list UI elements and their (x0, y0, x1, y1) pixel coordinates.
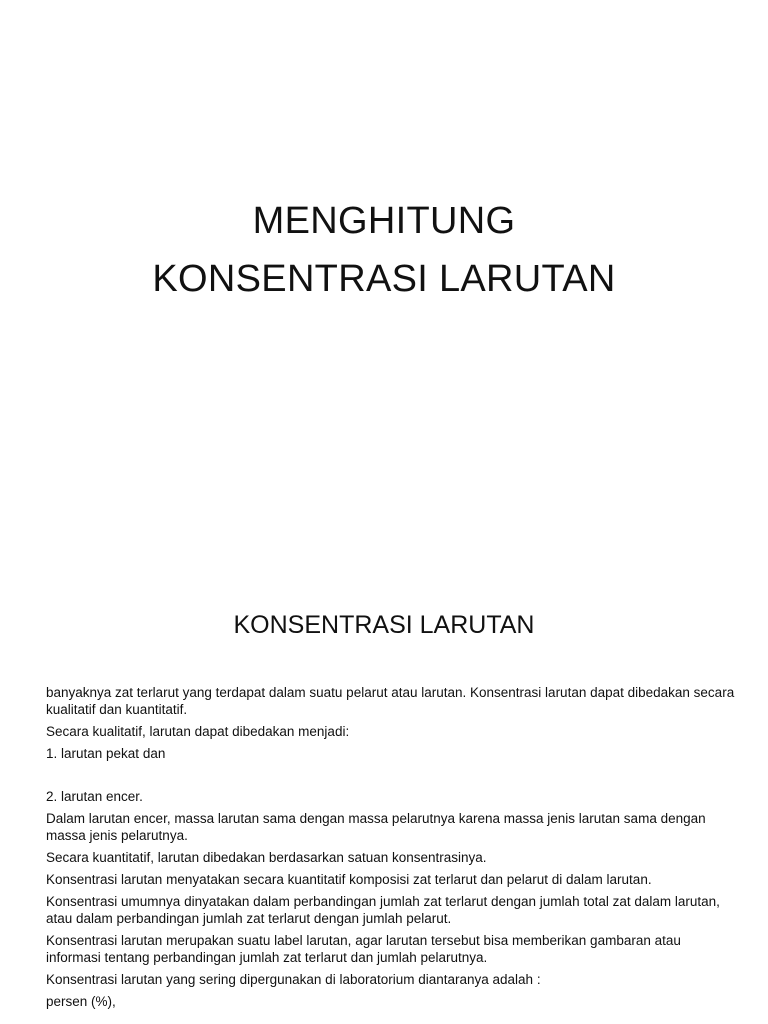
paragraph-dilute-mass: Dalam larutan encer, massa larutan sama dengan massa pelarutnya karena massa jenis larutan sama dengan massa jenis pelarutnya. (46, 811, 706, 843)
paragraph-quantitative: Secara kuantitatif, larutan dibedakan berdasarkan satuan konsentrasinya. (46, 850, 487, 865)
slide-title-line-2: KONSENTRASI LARUTAN (152, 258, 616, 300)
slide-heading: KONSENTRASI LARUTAN (233, 611, 535, 639)
list-item-dilute: 2. larutan encer. (46, 789, 143, 804)
list-item-concentrated: 1. larutan pekat dan (46, 746, 166, 761)
paragraph-composition: Konsentrasi larutan menyatakan secara kuantitatif komposisi zat terlarut dan pelarut di dalam larutan. (46, 872, 652, 887)
slide-title (0, 192, 768, 308)
slide-body (46, 684, 736, 1015)
list-item-percent: persen (%), (46, 994, 116, 1009)
slide-title-line-1: MENGHITUNG (252, 200, 516, 242)
paragraph-ratio: Konsentrasi umumnya dinyatakan dalam perbandingan jumlah zat terlarut dengan jumlah total zat dalam larutan, atau dalam perbandingan jumlah zat terlarut dengan jumlah pelarut. (46, 894, 720, 926)
paragraph-lab-units: Konsentrasi larutan yang sering dipergunakan di laboratorium diantaranya adalah : (46, 972, 541, 987)
paragraph-definition: banyaknya zat terlarut yang terdapat dalam suatu pelarut atau larutan. Konsentrasi larutan dapat dibedakan secara kualitatif dan kuantitatif. (46, 685, 735, 717)
content-slide (0, 576, 768, 1024)
paragraph-label: Konsentrasi larutan merupakan suatu label larutan, agar larutan tersebut bisa memberikan gambaran atau informasi tentang perbandingan jumlah zat terlarut dan jumlah pelarutnya. (46, 933, 681, 965)
paragraph-qualitative: Secara kualitatif, larutan dapat dibedakan menjadi: (46, 724, 350, 739)
